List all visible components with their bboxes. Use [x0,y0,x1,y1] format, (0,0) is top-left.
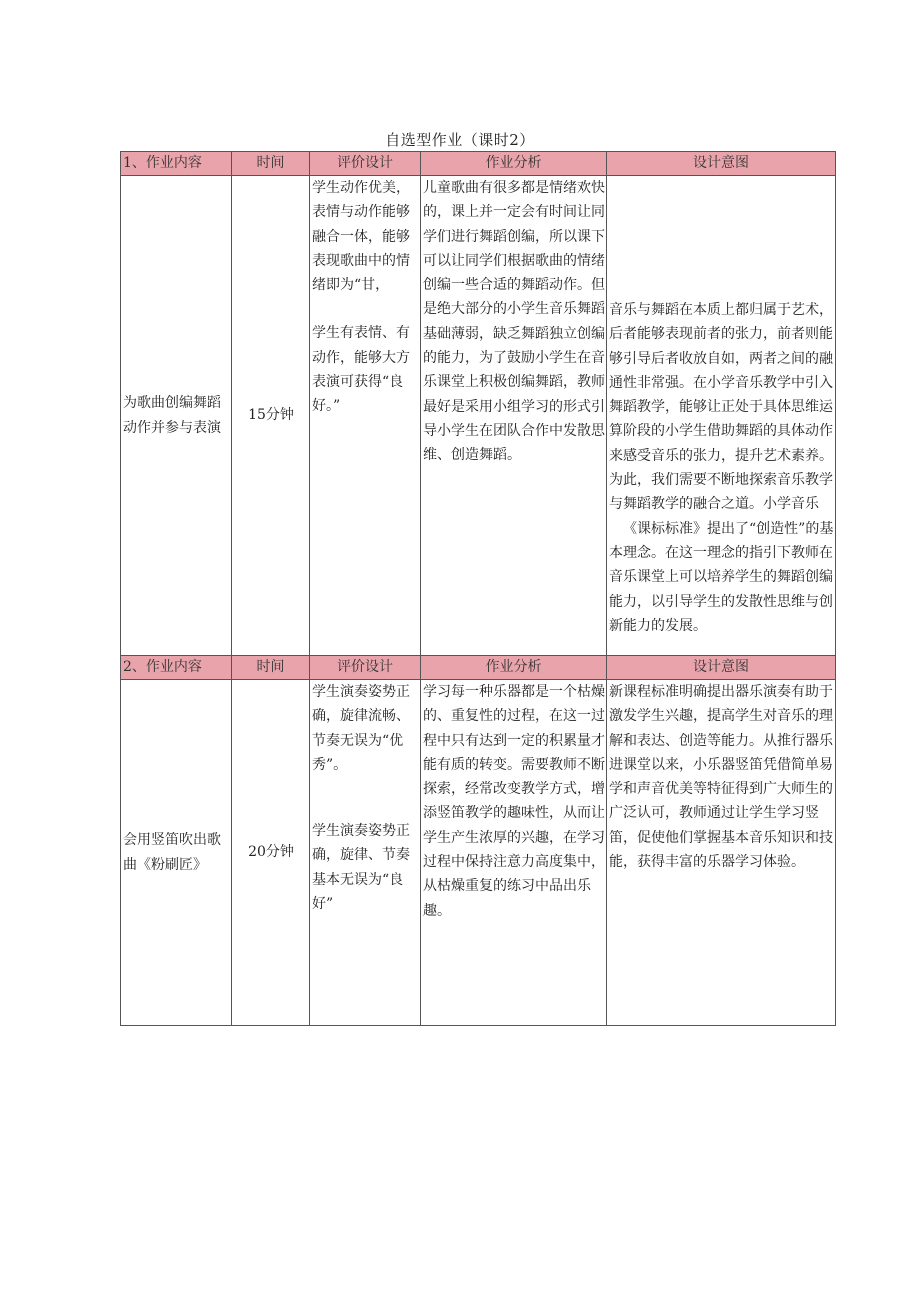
table-row [121,176,836,656]
evaluation-cell [310,680,421,1026]
header-analysis: 作业分析 [421,656,607,680]
evaluation-excellent: 学生演奏姿势正确，旋律流畅、节奏无误为“优秀”。 [312,684,410,773]
header-time: 时间 [232,656,310,680]
intent-text: 音乐与舞蹈在本质上都归属于艺术，后者能够表现前者的张力，前者则能够引导后者收放自如，两者之间的融通性非常强。在小学音乐教学中引入舞蹈教学，能够让正处于具体思维运算阶段的小学生借助舞蹈的具体动作来感受音乐的张力，提升艺术素养。为此，我们需要不断地探索音乐教学与舞蹈教学的融合之道。小学音乐 [609,302,833,513]
header-content: 2、作业内容 [121,656,232,680]
homework-table [120,151,836,1026]
header-row-2 [121,656,836,680]
header-evaluation: 评价设计 [310,152,421,176]
header-content: 1、作业内容 [121,152,232,176]
header-analysis: 作业分析 [421,152,607,176]
header-evaluation: 评价设计 [310,656,421,680]
header-intent: 设计意图 [607,152,836,176]
evaluation-excellent: 学生动作优美，表情与动作能够融合一体，能够表现歌曲中的情绪即为“甘， [312,180,410,294]
content-cell: 会用竖笛吹出歌曲《粉刷匠》 [121,680,232,1026]
header-intent: 设计意图 [607,656,836,680]
time-cell: 15分钟 [232,176,310,656]
header-row-1 [121,152,836,176]
evaluation-good: 学生有表情、有动作，能够大方表演可获得“良好。” [312,325,410,415]
intent-cell [607,176,836,656]
content-cell: 为歌曲创编舞蹈动作并参与表演 [121,176,232,656]
evaluation-cell [310,176,421,656]
evaluation-good: 学生演奏姿势正确，旋律、节奏基本无误为“良好” [312,823,410,913]
intent-text-cont: 《课标标准》提出了“创造性”的基本理念。在这一理念的指引下教师在音乐课堂上可以培养学生的舞蹈创编能力，以引导学生的发散性思维与创新能力的发展。 [609,520,834,634]
intent-cell: 新课程标准明确提出器乐演奏有助于激发学生兴趣，提高学生对音乐的理解和表达、创造等能力。从推行器乐进课堂以来，小乐器竖笛凭借简单易学和声音优美等特征得到广大师生的广泛认可，教师通过让学生学习竖笛，促使他们掌握基本音乐知识和技能，获得丰富的乐器学习体验。 [607,680,836,1026]
analysis-cell: 学习每一种乐器都是一个枯燥的、重复性的过程，在这一过程中只有达到一定的积累量才能有质的转变。需要教师不断探索，经常改变教学方式，增添竖笛教学的趣味性，从而让学生产生浓厚的兴趣，在学习过程中保持注意力高度集中，从枯燥重复的练习中品出乐趣。 [421,680,607,1026]
analysis-cell: 儿童歌曲有很多都是情绪欢快的，课上并一定会有时间让同学们进行舞蹈创编，所以课下可以让同学们根据歌曲的情绪创编一些合适的舞蹈动作。但是绝大部分的小学生音乐舞蹈基础薄弱，缺乏舞蹈独立创编的能力，为了鼓励小学生在音乐课堂上积极创编舞蹈，教师最好是采用小组学习的形式引导小学生在团队合作中发散思维、创造舞蹈。 [421,176,607,656]
table-row [121,680,836,1026]
header-time: 时间 [232,152,310,176]
document-title: 自选型作业（课时2） [385,131,535,149]
time-cell: 20分钟 [232,680,310,1026]
